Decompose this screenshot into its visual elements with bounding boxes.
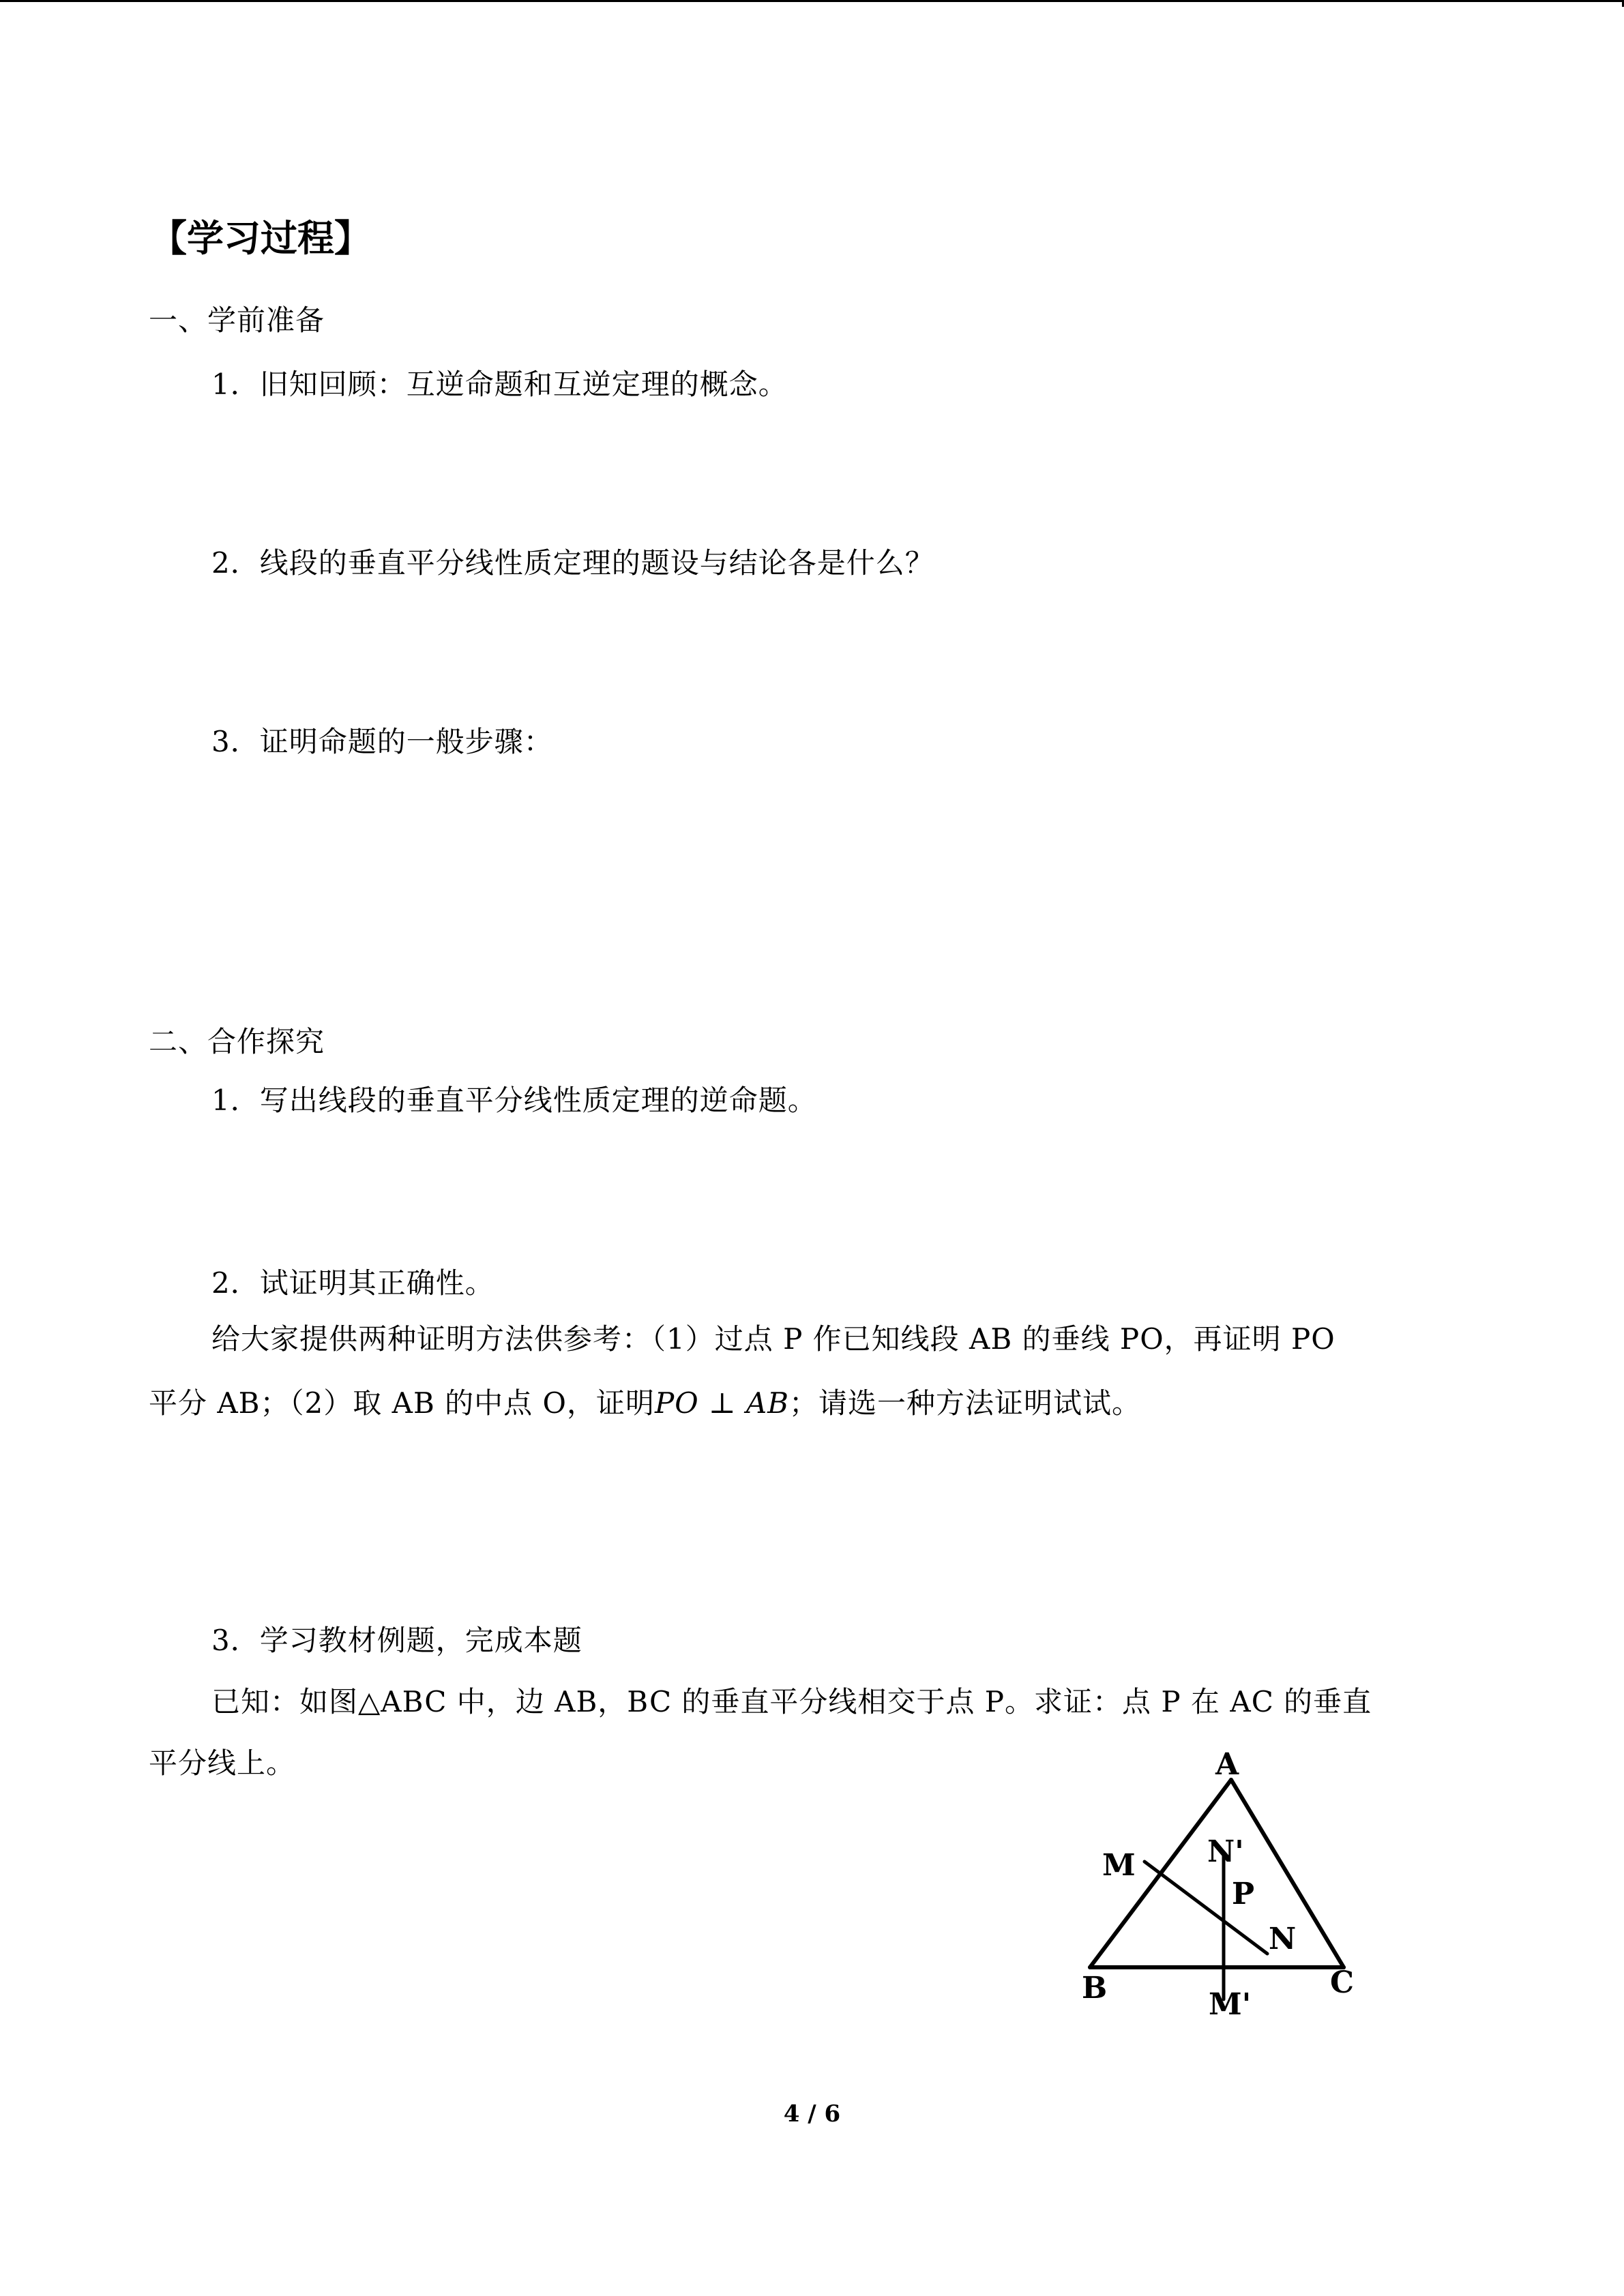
given-line-1: 已知：如图△ABC 中，边 AB，BC 的垂直平分线相交于点 P。求证：点 P 在 AC 的垂直	[211, 1685, 1372, 1718]
section2-question-2: 2．试证明其正确性。	[211, 1266, 494, 1300]
proof-hint-line-2	[149, 1383, 1141, 1424]
section2-question-1: 1．写出线段的垂直平分线性质定理的逆命题。	[211, 1084, 817, 1117]
section-heading: 【学习过程】	[150, 217, 371, 260]
section1-question-1: 1．旧知回顾：互逆命题和互逆定理的概念。	[211, 368, 788, 401]
section2-title: 二、合作探究	[149, 1025, 325, 1058]
proof-hint-text-a: 平分 AB；（2）取 AB 的中点 O，证明	[149, 1386, 655, 1420]
given-line-2: 平分线上。	[149, 1746, 296, 1780]
section1-question-3: 3．证明命题的一般步骤：	[211, 725, 553, 758]
page-number: 4 / 6	[783, 2100, 841, 2128]
label-a: A	[1215, 1747, 1239, 1782]
triangle-figure	[1064, 1746, 1371, 2018]
proof-hint-line-1: 给大家提供两种证明方法供参考：（1）过点 P 作已知线段 AB 的垂线 PO，再证明 PO	[211, 1322, 1335, 1356]
label-b: B	[1082, 1971, 1108, 2006]
proof-hint-text-b: ；请选一种方法证明试试。	[789, 1386, 1142, 1420]
section1-title: 一、学前准备	[149, 303, 325, 337]
label-p: P	[1232, 1877, 1255, 1911]
label-n: N	[1269, 1922, 1297, 1956]
perpendicular-formula: PO ⊥ AB	[654, 1386, 790, 1420]
section1-question-2: 2．线段的垂直平分线性质定理的题设与结论各是什么？	[211, 546, 934, 580]
label-c: C	[1330, 1965, 1355, 2000]
section2-question-3: 3．学习教材例题，完成本题	[211, 1624, 582, 1657]
top-border-line	[0, 0, 1624, 2]
label-m-prime: M'	[1209, 1987, 1252, 2018]
label-n-prime: N'	[1207, 1834, 1244, 1869]
label-m: M	[1102, 1848, 1136, 1883]
